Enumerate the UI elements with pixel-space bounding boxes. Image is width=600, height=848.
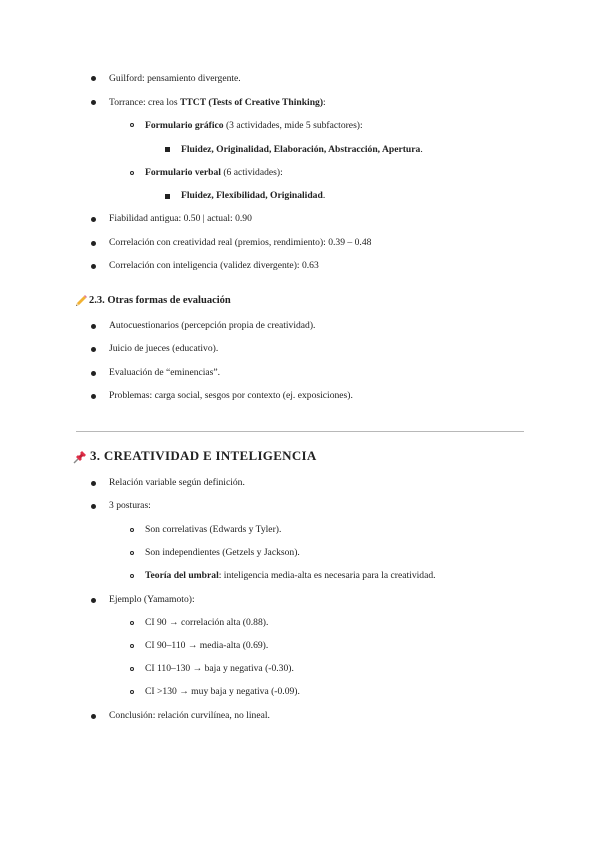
list-item-postura: Son correlativas (Edwards y Tyler). (145, 524, 282, 535)
bullet-circle (130, 171, 134, 175)
bullet-circle (130, 574, 134, 578)
torrance-prefix: Torrance: crea los (109, 97, 180, 108)
period: . (322, 190, 326, 201)
section-heading-3: 3. CREATIVIDAD E INTELIGENCIA (90, 448, 317, 463)
section-divider (76, 431, 524, 432)
list-item-correlacion-inteligencia: Correlación con inteligencia (validez divergente): 0.63 (109, 260, 319, 271)
bullet-circle (130, 667, 134, 671)
list-item-conclusion: Conclusión: relación curvilínea, no lineal. (109, 710, 270, 721)
bullet (91, 371, 96, 376)
list-item-grafico-factors (181, 144, 423, 156)
bullet (91, 100, 96, 105)
bullet-square (165, 147, 170, 152)
bullet (91, 504, 96, 509)
list-item-ejemplo: Ejemplo (Yamamoto): (109, 594, 195, 605)
bullet (91, 481, 96, 486)
list-item-verbal-factors (181, 190, 325, 202)
list-item-ci: CI 110–130 → baja y negativa (-0.30). (145, 663, 294, 674)
grafico-factors: Fluidez, Originalidad, Elaboración, Abstracción, Apertura (181, 144, 421, 155)
bullet (91, 324, 96, 329)
list-item: Autocuestionarios (percepción propia de creatividad). (109, 320, 316, 331)
form-grafico-label: Formulario gráfico (145, 120, 224, 131)
bullet (91, 264, 96, 269)
list-item-ci: CI >130 → muy baja y negativa (-0.09). (145, 686, 300, 697)
torrance-suffix: : (323, 97, 326, 108)
list-item-relacion: Relación variable según definición. (109, 477, 245, 488)
list-item-correlacion-real: Correlación con creatividad real (premios, rendimiento): 0.39 – 0.48 (109, 237, 372, 248)
section-heading-2-3: 2.3. Otras formas de evaluación (89, 295, 231, 306)
bullet-circle (130, 551, 134, 555)
list-item-fiabilidad: Fiabilidad antigua: 0.50 | actual: 0.90 (109, 213, 252, 224)
bullet-circle (130, 690, 134, 694)
list-item: Juicio de jueces (educativo). (109, 343, 219, 354)
bullet (91, 394, 96, 399)
list-item-form-verbal (145, 167, 283, 179)
bullet-circle (130, 621, 134, 625)
bullet-circle (130, 528, 134, 532)
list-item: Evaluación de “eminencias”. (109, 367, 221, 378)
pushpin-icon (72, 449, 88, 465)
form-verbal-detail: (6 actividades): (220, 167, 283, 178)
list-item-guilford: Guilford: pensamiento divergente. (109, 73, 241, 84)
bullet-circle (130, 123, 134, 127)
list-item: Problemas: carga social, sesgos por contexto (ej. exposiciones). (109, 390, 353, 401)
form-verbal-label: Formulario verbal (145, 167, 221, 178)
umbral-label: Teoría del umbral (145, 570, 219, 581)
list-item-torrance (109, 97, 326, 109)
bullet-square (165, 194, 170, 199)
form-grafico-detail: (3 actividades, mide 5 subfactores): (223, 120, 363, 131)
list-item-postura: Son independientes (Getzels y Jackson). (145, 547, 300, 558)
verbal-factors: Fluidez, Flexibilidad, Originalidad (181, 190, 323, 201)
bullet (91, 241, 96, 246)
bullet-circle (130, 644, 134, 648)
list-item-ci: CI 90–110 → media-alta (0.69). (145, 640, 269, 651)
list-item-umbral (145, 570, 436, 582)
list-item-ci: CI 90 → correlación alta (0.88). (145, 617, 269, 628)
bullet (91, 714, 96, 719)
period: . (420, 144, 423, 155)
list-item-form-grafico (145, 120, 363, 132)
bullet (91, 217, 96, 222)
bullet (91, 347, 96, 352)
ttct-name: TTCT (Tests of Creative Thinking) (179, 97, 324, 108)
bullet (91, 76, 96, 81)
umbral-detail: : inteligencia media-alta es necesaria para la creatividad. (218, 570, 436, 581)
list-item-posturas: 3 posturas: (109, 500, 151, 511)
bullet (91, 598, 96, 603)
pencil-icon (74, 294, 88, 308)
